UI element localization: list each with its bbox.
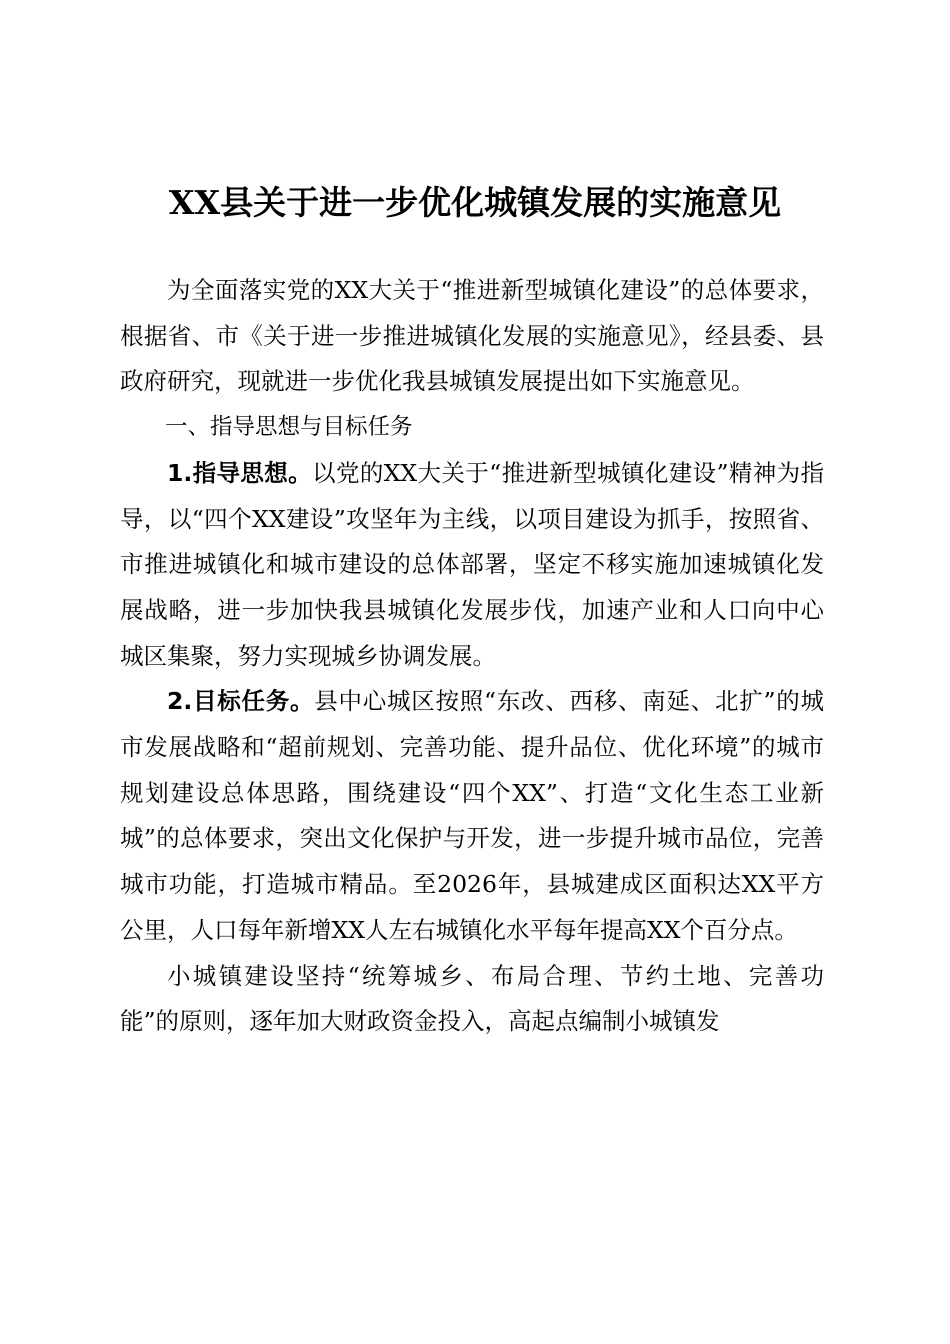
guiding-thought-lead: 1.指导思想。 [167,458,313,487]
target-task-text: 县中心城区按照“东改、西移、南延、北扩”的城市发展战略和“超前规划、完善功能、提升品位、优化环境”的城市规划建设总体思路，围绕建设“四个XX”、打造“文化生态工业新城”的总体要求，突出文化保护与开发，进一步提升城市品位，完善城市功能，打造城市精品。至2026年，县城建成区面积达XX平方公里，人口每年新增XX人左右城镇化水平每年提高XX个百分点。 [120,687,824,944]
guiding-thought-text: 以党的XX大关于“推进新型城镇化建设”精神为指导，以“四个XX建设”攻坚年为主线，以项目建设为抓手，按照省、市推进城镇化和城市建设的总体部署，坚定不移实施加速城镇化发展战略，进一步加快我县城镇化发展步伐，加速产业和人口向中心城区集聚，努力实现城乡协调发展。 [120,458,824,670]
document-body [120,268,824,1045]
target-task-lead: 2.目标任务。 [167,687,315,716]
target-task-paragraph [120,679,824,953]
guiding-thought-paragraph [120,451,824,680]
document-title: XX县关于进一步优化城镇发展的实施意见 [168,183,782,222]
intro-paragraph: 为全面落实党的XX大关于“推进新型城镇化建设”的总体要求，根据省、市《关于进一步推进城镇化发展的实施意见》，经县委、县政府研究，现就进一步优化我县城镇发展提出如下实施意见。 [120,276,824,396]
section-heading-1: 一、指导思想与目标任务 [165,414,413,441]
small-town-paragraph: 小城镇建设坚持“统筹城乡、布局合理、节约土地、完善功能”的原则，逐年加大财政资金投入，高起点编制小城镇发 [120,961,824,1036]
